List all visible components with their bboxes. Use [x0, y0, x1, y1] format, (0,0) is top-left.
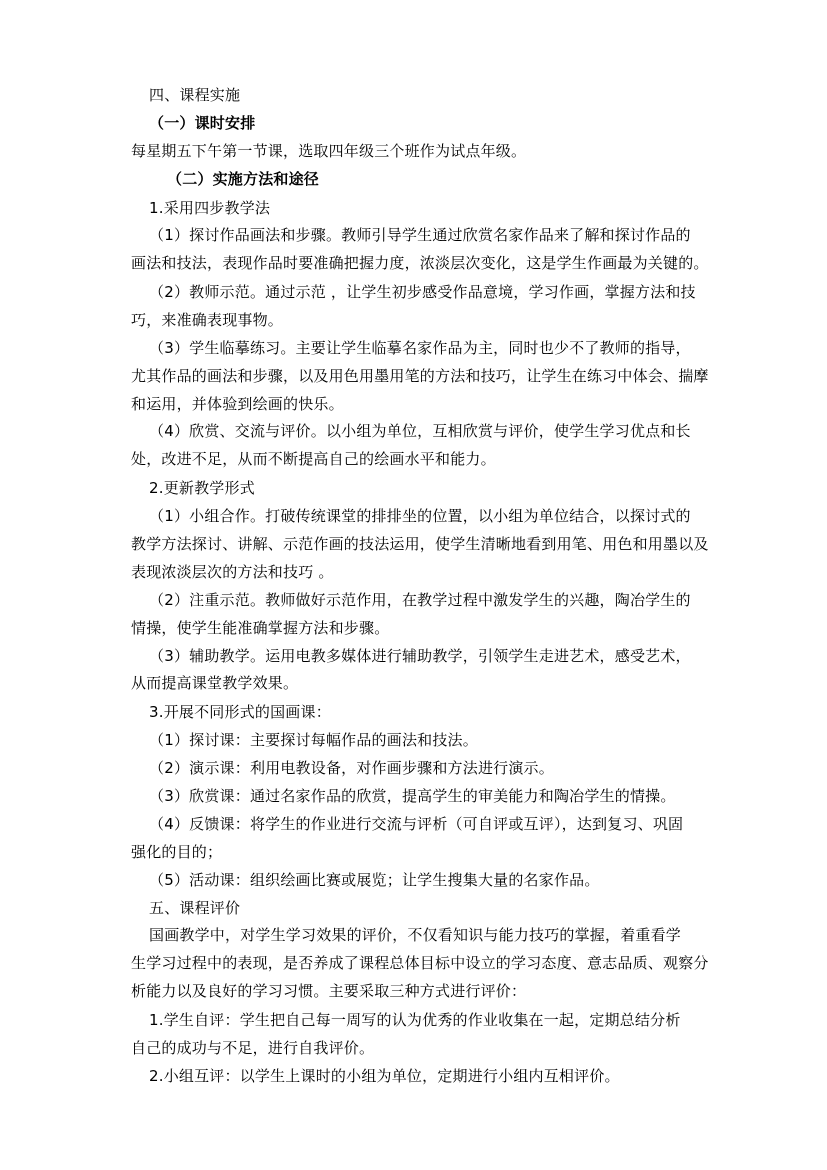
- paragraph-line: 析能力以及良好的学习习惯。主要采取三种方式进行评价：: [131, 982, 527, 1000]
- paragraph-line: （5）活动课：组织绘画比赛或展览；让学生搜集大量的名家作品。: [149, 871, 600, 889]
- paragraph-line: （2）教师示范。通过示范 ，让学生初步感受作品意境，学习作画，掌握方法和技: [149, 283, 696, 301]
- list-heading: 3.开展不同形式的国画课：: [149, 703, 331, 721]
- paragraph-line: 每星期五下午第一节课，选取四年级三个班作为试点年级。: [131, 142, 527, 160]
- paragraph-line: （1）小组合作。打破传统课堂的排排坐的位置，以小组为单位结合，以探讨式的: [149, 507, 691, 525]
- list-heading: 1.采用四步教学法: [149, 199, 271, 217]
- paragraph-line: 画法和技法，表现作品时要准确把握力度，浓淡层次变化，这是学生作画最为关键的。: [131, 254, 709, 272]
- subheading-methods: （二）实施方法和途径: [167, 170, 320, 188]
- paragraph-line: （4）反馈课：将学生的作业进行交流与评析（可自评或互评），达到复习、巩固: [149, 815, 684, 833]
- paragraph-line: 处，改进不足，从而不断提高自己的绘画水平和能力。: [131, 450, 496, 468]
- paragraph-line: 巧，来准确表现事物。: [131, 311, 284, 329]
- paragraph-line: （3）欣赏课：通过名家作品的欣赏，提高学生的审美能力和陶冶学生的情操。: [149, 787, 676, 805]
- paragraph-line: 从而提高课堂教学效果。: [131, 674, 299, 692]
- paragraph-line: 教学方法探讨、讲解、示范作画的技法运用，使学生清晰地看到用笔、用色和用墨以及: [131, 535, 709, 553]
- paragraph-line: 2.小组互评：以学生上课时的小组为单位，定期进行小组内互相评价。: [149, 1067, 620, 1085]
- section-heading-implementation: 四、课程实施: [149, 86, 241, 104]
- paragraph-line: （4）欣赏、交流与评价。以小组为单位，互相欣赏与评价，使学生学习优点和长: [149, 422, 691, 440]
- paragraph-line: 生学习过程中的表现，是否养成了课程总体目标中设立的学习态度、意志品质、观察分: [131, 954, 709, 972]
- paragraph-line: 强化的目的；: [131, 843, 223, 861]
- paragraph-line: 尤其作品的画法和步骤，以及用色用墨用笔的方法和技巧，让学生在练习中体会、揣摩: [131, 367, 709, 385]
- paragraph-line: （3）辅助教学。运用电教多媒体进行辅助教学，引领学生走进艺术，感受艺术，: [149, 647, 691, 665]
- paragraph-line: 自己的成功与不足，进行自我评价。: [131, 1039, 375, 1057]
- paragraph-line: 1.学生自评：学生把自己每一周写的认为优秀的作业收集在一起，定期总结分析: [149, 1011, 681, 1029]
- list-heading: 2.更新教学形式: [149, 479, 255, 497]
- paragraph-line: （3）学生临摹练习。主要让学生临摹名家作品为主，同时也少不了教师的指导，: [149, 339, 691, 357]
- paragraph-line: 和运用，并体验到绘画的快乐。: [131, 395, 344, 413]
- section-heading-evaluation: 五、课程评价: [149, 899, 241, 917]
- paragraph-line: 情操，使学生能准确掌握方法和步骤。: [131, 619, 390, 637]
- subheading-schedule: （一）课时安排: [149, 114, 256, 132]
- paragraph-line: 国画教学中，对学生学习效果的评价，不仅看知识与能力技巧的掌握，着重看学: [149, 926, 682, 944]
- paragraph-line: 表现浓淡层次的方法和技巧 。: [131, 563, 334, 581]
- paragraph-line: （2）演示课：利用电教设备，对作画步骤和方法进行演示。: [149, 759, 554, 777]
- paragraph-line: （1）探讨课：主要探讨每幅作品的画法和技法。: [149, 731, 478, 749]
- paragraph-line: （1）探讨作品画法和步骤。教师引导学生通过欣赏名家作品来了解和探讨作品的: [149, 226, 691, 244]
- paragraph-line: （2）注重示范。教师做好示范作用，在教学过程中激发学生的兴趣，陶冶学生的: [149, 591, 691, 609]
